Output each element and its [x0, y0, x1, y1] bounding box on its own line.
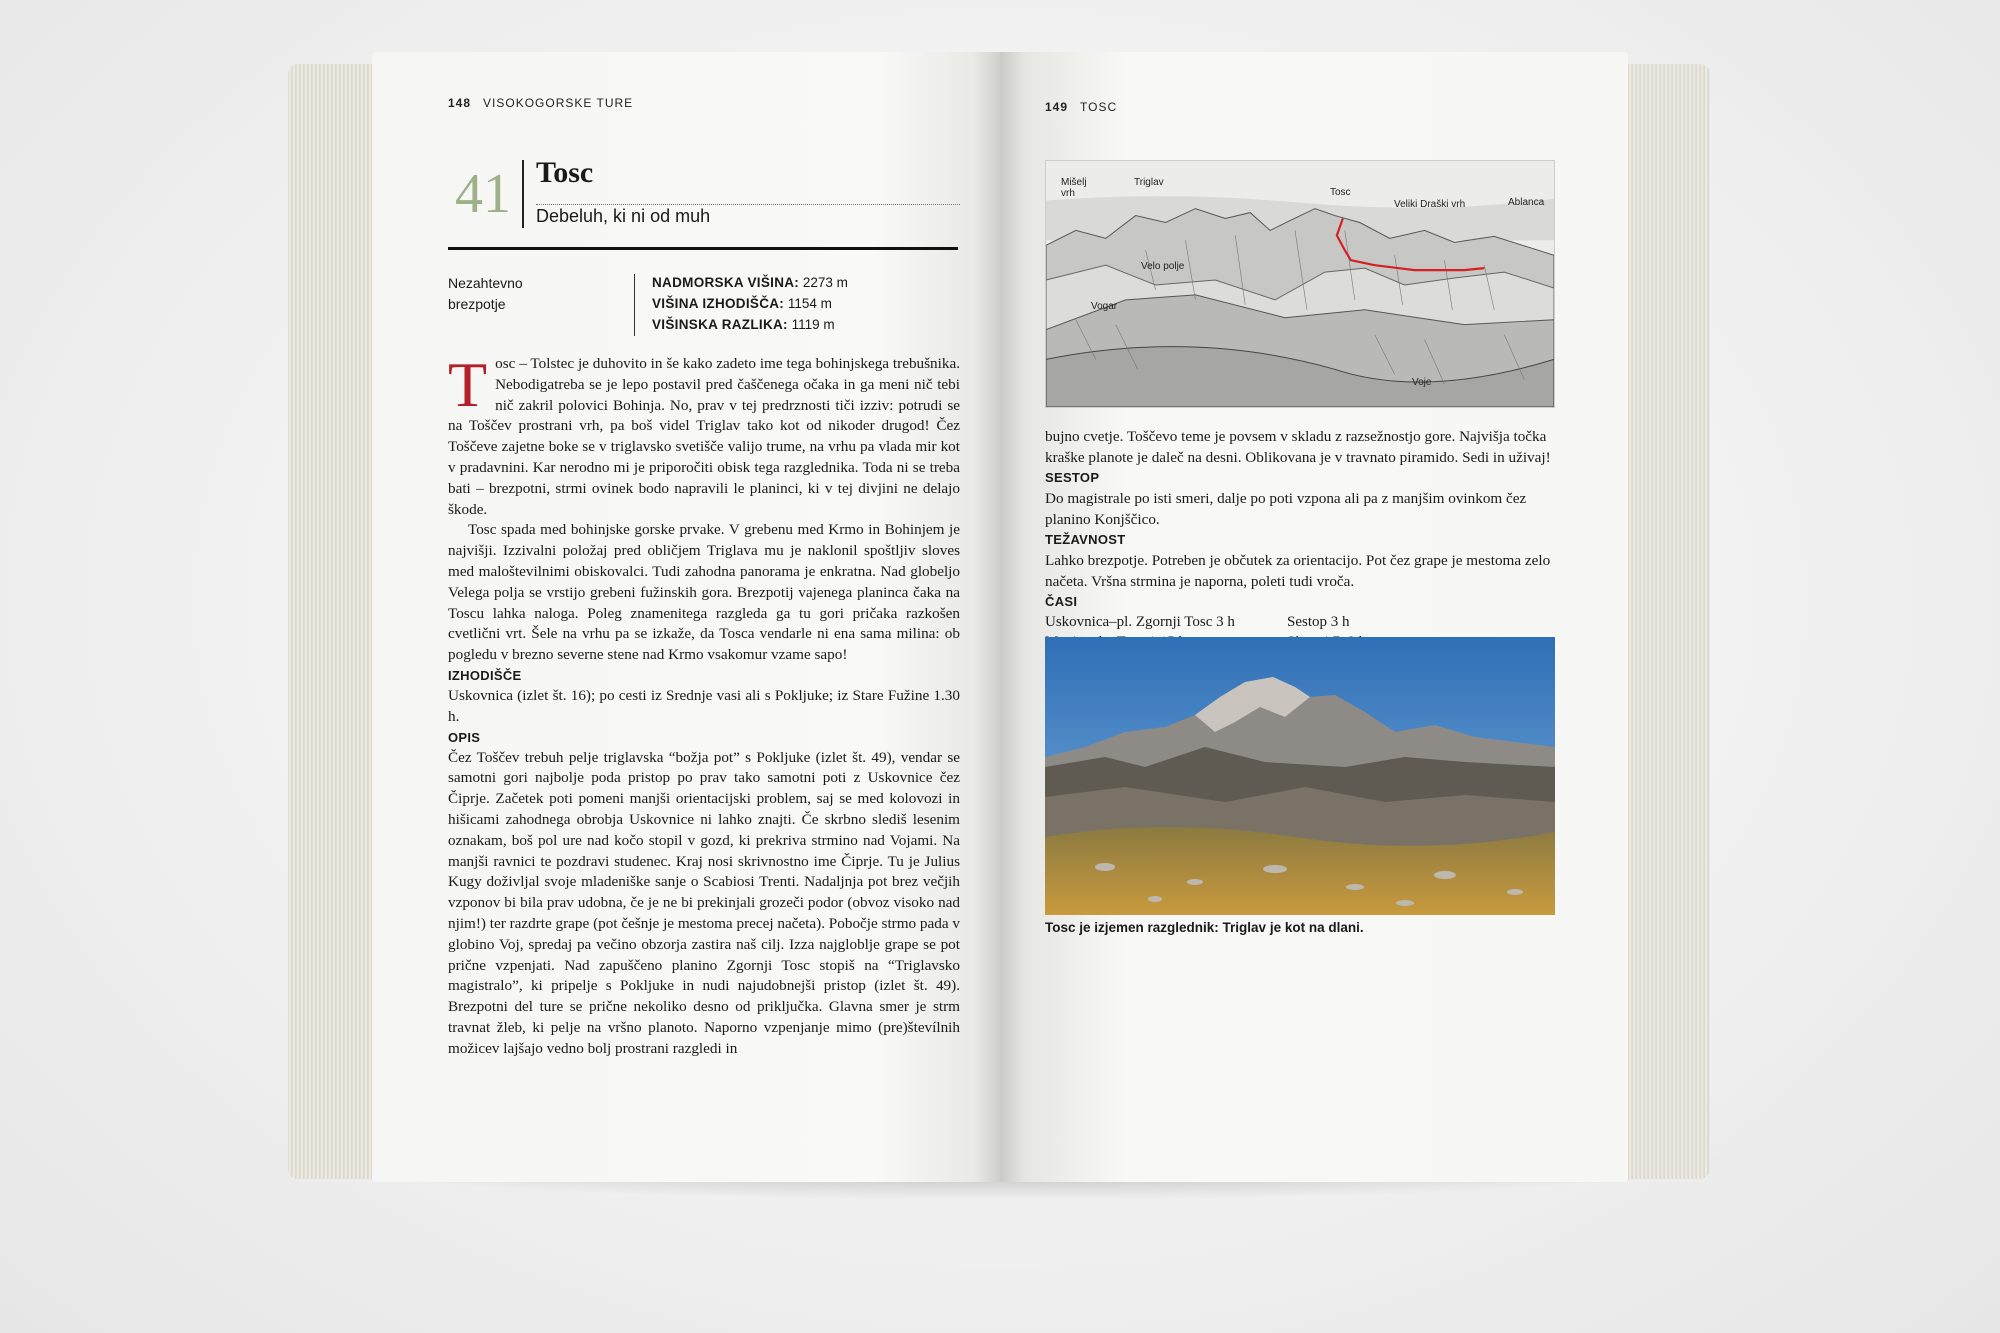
stat-value: 2273 m: [802, 275, 848, 290]
left-page: [372, 52, 1000, 1182]
label-tosc: Tosc: [1330, 187, 1351, 198]
stat-label: VIŠINSKA RAZLIKA:: [652, 317, 788, 332]
stat-value: 1119 m: [791, 317, 835, 332]
label-triglav: Triglav: [1134, 177, 1164, 188]
drop-cap: T: [448, 349, 488, 420]
stat-label: VIŠINA IZHODIŠČA:: [652, 296, 785, 311]
paragraph-intro: [448, 349, 960, 520]
heading-casi: ČASI: [1045, 594, 1078, 609]
difficulty-line: brezpotje: [448, 296, 506, 312]
stat-row: [652, 314, 848, 335]
time-right: Sestop 3 h: [1287, 614, 1350, 630]
heading-opis: OPIS: [448, 729, 481, 745]
label-velo-polje: Velo polje: [1141, 261, 1185, 272]
title-dotted-rule: [536, 204, 960, 205]
sestop-text: Do magistrale po isti smeri, dalje po poti vzpona ali pa z manjšim ovinkom čez planino Konjščico.: [1045, 490, 1527, 528]
right-text: [1045, 426, 1557, 652]
stat-row: [652, 272, 848, 293]
continuation-text: bujno cvetje. Toščevo teme je povsem v skladu z razsežnostjo gore. Najvišja točka kraške planote je daleč na desni. Oblikovana je v travnato piramido. Sedi in uživaj!: [1045, 428, 1551, 466]
opis-text: Čez Toščev trebuh pelje triglavska “božja pot” s Pokljuke (izlet št. 49), vendar se samotni gori najbolje poda pristop po prav tako samotni poti z Uskovnice čez Čiprje. Začetek poti pomeni manjši orientacijski problem, saj se med kolovozi in hišicami zahodnega obrobja Uskovnice ni lahko znajti. Če skrbno slediš lesenim oznakam, boš pol ure nad kočo stopil v gozd, ki prekriva strmino nad Vojami. Na manjši ravnici te pozdravi studenec. Kraj nosi skrivnostno ime Čiprje. Tu je Julius Kugy doživljal svoje mladeniške sanje o Scabiosi Trenti. Nadaljnja pot brez večjih vzponov bi bila prav udobna, če je ne bi prekinjali grozeči podor (obvoz visoko nad njim!) ter razdrte grape (pot češnje je mestoma precej načeta). Pobočje strmo pada v globino Voj, spredaj pa večino obzorja zastira naš cilj. Izza najgloblje grape se pot prične vzpenjati. Nad zapuščeno planino Zgornji Tosc stopiš na “Triglavsko magistralo”, ki pripelje s Pokljuke in nudi najudobnejši pristop (izlet št. 49). Brezpotni del ture se prične nekoliko desno od priključka. Glavna smer je strm travnat žleb, ki pelje na vršno planoto. Naporno vzpenjanje mimo (pre)števílnih možicev lajšajo vedno bolj prostrani razgledi in: [448, 748, 960, 1057]
section-title: VISOKOGORSKE TURE: [483, 96, 634, 110]
times-row: [1045, 612, 1557, 632]
chapter-title: Tosc: [536, 156, 594, 189]
chapter-subtitle: Debeluh, ki ni od muh: [536, 206, 711, 226]
stat-row: [652, 293, 848, 314]
chapter-divider: [522, 160, 524, 228]
right-page: [1000, 52, 1628, 1182]
mountain-sketch: [1046, 161, 1554, 407]
running-head-left: [448, 96, 633, 110]
time-left: Uskovnica–pl. Zgornji Tosc 3 h: [1045, 614, 1235, 630]
photo-graphic: [1045, 637, 1555, 915]
main-text: [448, 349, 960, 1060]
paragraph-2: Tosc spada med bohinjske gorske prvake. V grebenu med Krmo in Bohinjem je najvišji. Izzivalni položaj pred obličjem Triglava mu je naklonil spoštljiv sloves med maloštevilnimi obiskovalci. Tudi zahodna panorama je enkratna. Nad globeljo Velega polja se vrstijo grebeni fužinskih gora. Brezpotij vajenega planinca čaka na Toscu lahka naloga. Poleg znamenitega razgleda ga tu gori pričaka razkošen cvetlični vrt. Šele na vrhu pa se izkaže, da Tosca vendarle ni ena sama milina: ob pogledu v brezno severne stene nad Krmo vsakomur vzame sapo!: [448, 521, 960, 664]
label-voje: Voje: [1412, 377, 1432, 388]
difficulty-label: [448, 273, 558, 315]
heading-tezavnost: TEŽAVNOST: [1045, 532, 1126, 547]
running-head-right: [1045, 100, 1117, 114]
tezavnost-text: Lahko brezpotje. Potreben je občutek za orientacijo. Pot čez grape je mestoma zelo načeta. Vršna strmina je naporna, poleti tudi vroča.: [1045, 552, 1551, 590]
stats-divider: [634, 274, 635, 336]
section-title: TOSC: [1080, 100, 1118, 114]
label-vogar: Vogar: [1091, 301, 1118, 312]
paragraph-text: osc – Tolstec je duhovito in še kako zadeto ime tega bohinjskega trebušnika. Nebodigatreba se je lepo postavil pred čaščenega očaka in ga meni nič tebi nič zakril polovici Bohinja. No, prav v tej predrznosti tiči izziv: potrudi se na Toščev prostrani vrh, pa boš videl Triglav tako kot od nikoder drugod! Čez Toščeve zajetne boke se v triglavsko svetišče valijo trume, na vrhu pa vlada mir kot v pradavnini. Kar nerodno mi je priporočiti obisk tega razglednika. Toda ni se treba bati – brezpotni, strmi ovinek bodo napravili le planinci, ki v tej divjini ne delajo škode.: [448, 355, 960, 518]
difficulty-line: Nezahtevno: [448, 275, 523, 291]
stat-label: NADMORSKA VIŠINA:: [652, 275, 800, 290]
route-stats: [652, 272, 848, 335]
label-ablanca: Ablanca: [1508, 197, 1545, 208]
route-illustration: [1045, 160, 1555, 408]
chapter-number: 41: [455, 163, 511, 225]
page-number: 149: [1045, 100, 1069, 114]
photo-caption: Tosc je izjemen razglednik: Triglav je kot na dlani.: [1045, 920, 1364, 935]
page-number: 148: [448, 96, 472, 110]
label-veliki-draski-vrh: Veliki Draški vrh: [1394, 199, 1466, 210]
heading-izhodisce: IZHODIŠČE: [448, 667, 522, 683]
mountain-photo: [1045, 637, 1555, 915]
izhodisce-text: Uskovnica (izlet št. 16); po cesti iz Srednje vasi ali s Pokljuke; iz Stare Fužine 1.30 h.: [448, 686, 960, 725]
header-rule: [448, 247, 958, 250]
heading-sestop: SESTOP: [1045, 470, 1100, 485]
stat-value: 1154 m: [787, 296, 832, 311]
label-misej-vrh: Mišelj vrh: [1061, 177, 1087, 199]
